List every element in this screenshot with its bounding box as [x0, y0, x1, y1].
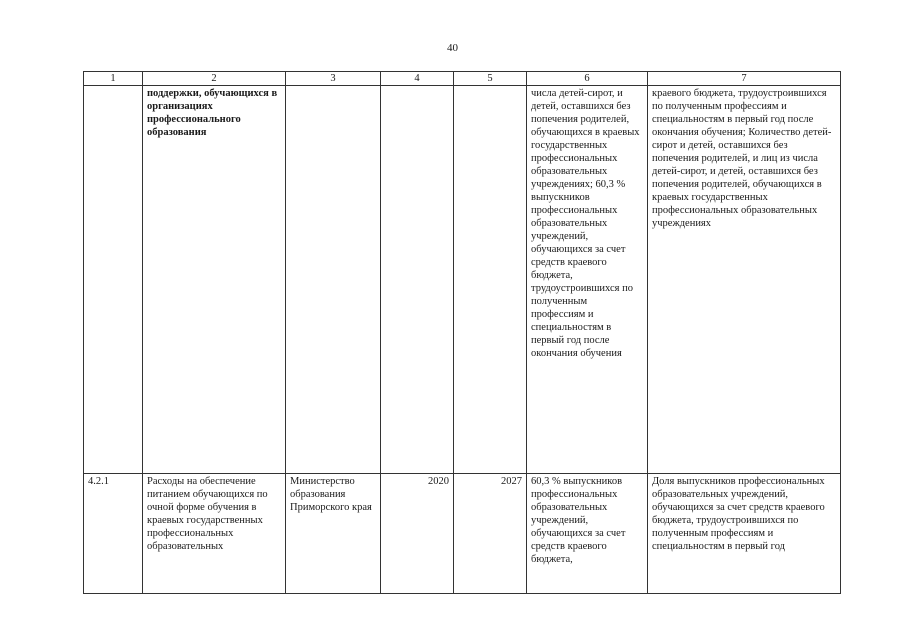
- table-row: [84, 86, 841, 474]
- cell-number: [84, 86, 143, 474]
- col-header-3: 3: [286, 72, 381, 86]
- cell-executor: Министерство образования Приморского края: [286, 474, 381, 594]
- cell-indicator: Доля выпускников профессиональных образовательных учреждений, обучающихся за счет средств краевого бюджета, трудоустроившихся по полученным профессиям и специальностям в первый год: [648, 474, 841, 594]
- cell-start-year: 2020: [381, 474, 454, 594]
- program-table: [83, 71, 841, 594]
- cell-result: числа детей-сирот, и детей, оставшихся без попечения родителей, обучающихся в краевых государственных профессиональных образовательных учреждениях; 60,3 % выпускников профессиональных образовательных учреждений, обучающихся за счет средств краевого бюджета, трудоустроившихся по полученным профессиям и специальностям в первый год после окончания обучения: [527, 86, 648, 474]
- col-header-5: 5: [454, 72, 527, 86]
- col-header-1: 1: [84, 72, 143, 86]
- col-header-4: 4: [381, 72, 454, 86]
- cell-name: поддержки, обучающихся в организациях профессионального образования: [143, 86, 286, 474]
- cell-executor: [286, 86, 381, 474]
- header-row: [84, 72, 841, 86]
- col-header-7: 7: [648, 72, 841, 86]
- col-header-2: 2: [143, 72, 286, 86]
- cell-end-year: [454, 86, 527, 474]
- cell-indicator: краевого бюджета, трудоустроившихся по полученным профессиям и специальностям в первый год после окончания обучения; Количество детей-сирот и детей, оставшихся без попечения родителей, и лиц из числа детей-сирот, и детей, оставшихся без попечения родителей, обучающихся в краевых государственных профессиональных образовательных учреждениях: [648, 86, 841, 474]
- table-row: [84, 474, 841, 594]
- cell-name: Расходы на обеспечение питанием обучающихся по очной форме обучения в краевых государственных профессиональных образовательных: [143, 474, 286, 594]
- col-header-6: 6: [527, 72, 648, 86]
- cell-end-year: 2027: [454, 474, 527, 594]
- cell-start-year: [381, 86, 454, 474]
- cell-result: 60,3 % выпускников профессиональных образовательных учреждений, обучающихся за счет средств краевого бюджета,: [527, 474, 648, 594]
- cell-number: 4.2.1: [84, 474, 143, 594]
- page-number: 40: [447, 42, 458, 54]
